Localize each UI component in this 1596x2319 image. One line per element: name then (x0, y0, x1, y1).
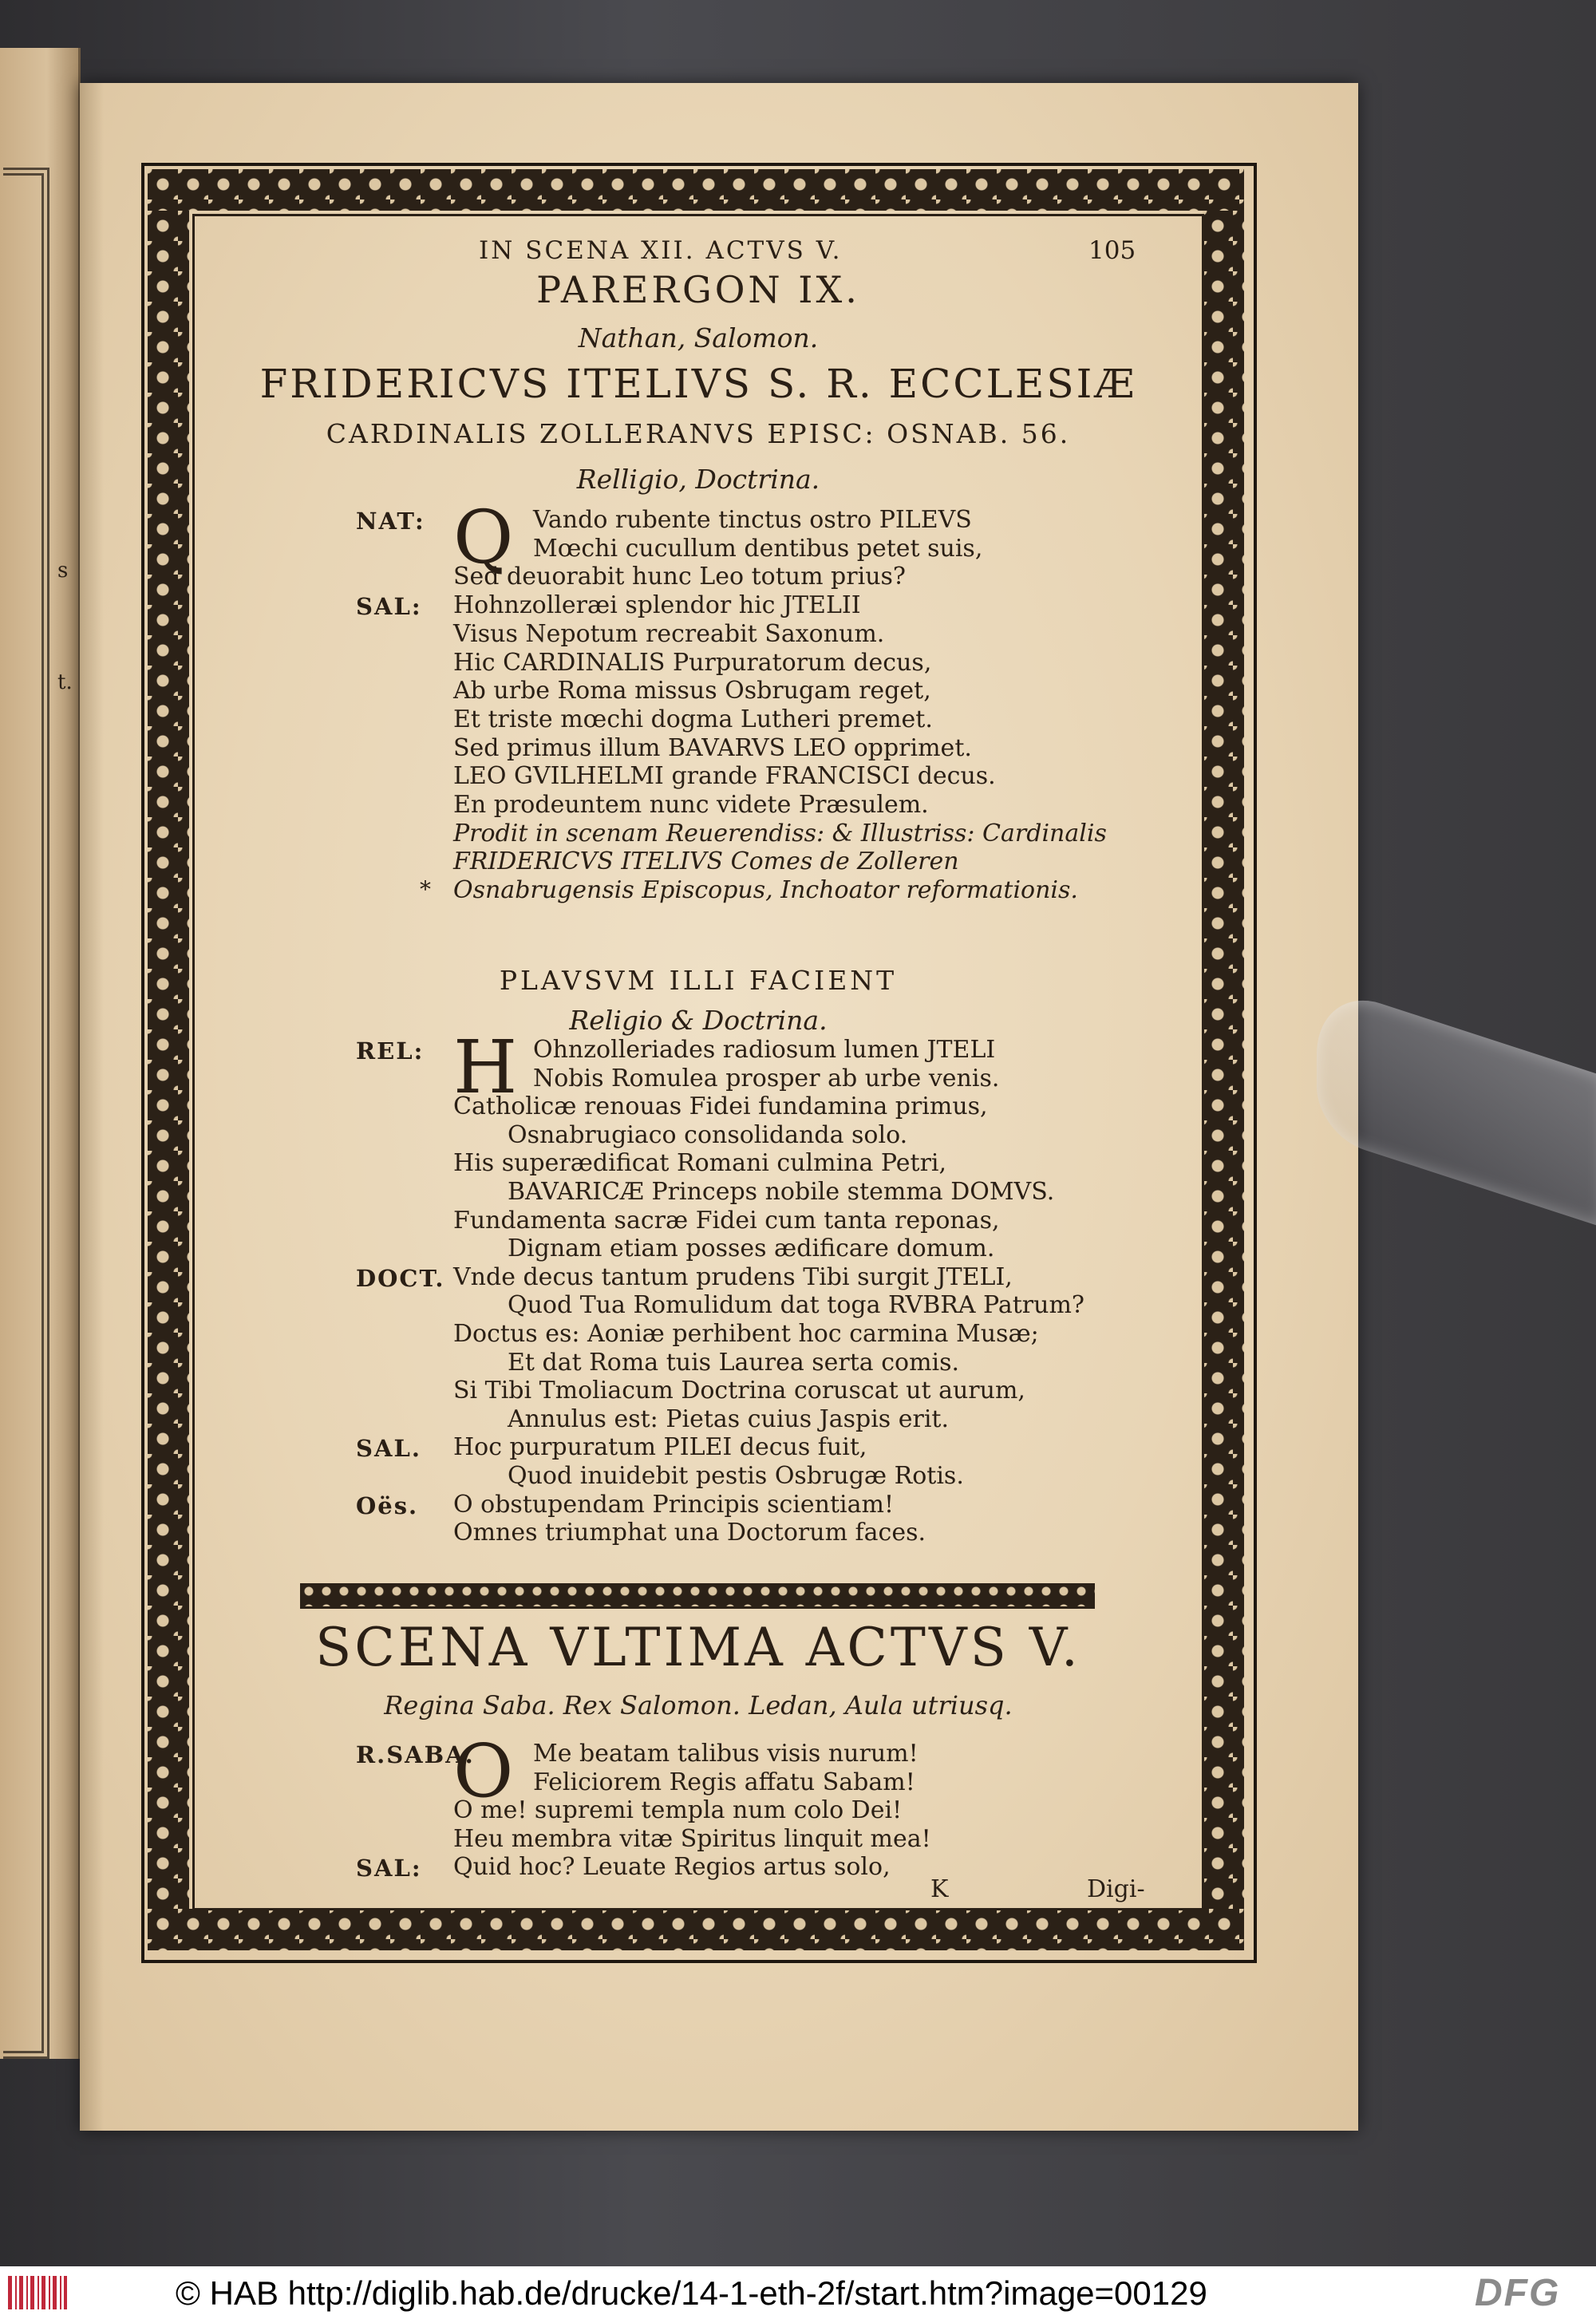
plausum-heading: PLAVSVM ILLI FACIENT (499, 965, 898, 996)
ornament-band-left (148, 211, 189, 1909)
verse-line: Nobis Romulea prosper ab urbe venis. (533, 1064, 1000, 1092)
drop-capital: Q (453, 495, 514, 580)
verse-line: His superædificat Romani culmina Petri, (453, 1149, 947, 1178)
copyright-url: © HAB http://diglib.hab.de/drucke/14-1-eth-2f/start.htm?image=00129 (176, 2274, 1207, 2312)
running-title: IN SCENA XII. ACTVS V. (479, 236, 843, 265)
verse-line: Vando rubente tinctus ostro PILEVS (533, 506, 972, 534)
speaker-label: SAL. (356, 1435, 421, 1463)
verse-line: Et dat Roma tuis Laurea serta comis. (508, 1348, 960, 1377)
verse-line: Ohnzolleriades radiosum lumen JTELI (533, 1036, 996, 1064)
verse-line: Vnde decus tantum prudens Tibi surgit JTELI, (453, 1262, 1013, 1291)
ornament-band-bottom (148, 1909, 1244, 1950)
verse-line: Quod Tua Romulidum dat toga RVBRA Patrum? (508, 1291, 1085, 1320)
verse-line: Si Tibi Tmoliacum Doctrina coruscat ut aurum, (453, 1377, 1025, 1405)
speaker-label: REL: (356, 1037, 425, 1065)
verse-line: Heu membra vitæ Spiritus linquit mea! (453, 1824, 931, 1853)
verse-line: Quod inuidebit pestis Osbrugæ Rotis. (508, 1462, 964, 1490)
cardinal-title-heading: CARDINALIS ZOLLERANVS EPISC: OSNAB. 56. (326, 418, 1071, 449)
parergon-title: PARERGON IX. (536, 268, 860, 311)
verse-line: Prodit in scenam Reuerendiss: & Illustriss: Cardinalis (453, 819, 1107, 847)
asterisk-mark: * (420, 876, 431, 903)
verse-line: Me beatam talibus visis nurum! (533, 1740, 918, 1768)
scena-persons: Regina Saba. Rex Salomon. Ledan, Aula utriusq. (384, 1690, 1013, 1720)
verse-line: Quid hoc? Leuate Regios artus solo, (453, 1853, 891, 1881)
speaker-label: NAT: (356, 508, 425, 535)
facing-page-mark: t. (57, 670, 73, 694)
book-page (80, 83, 1358, 2131)
verse-line: Hoc purpuratum PILEI decus fuit, (453, 1433, 867, 1462)
verse-line: Dignam etiam posses ædificare domum. (508, 1235, 995, 1263)
verse-line: BAVARICÆ Princeps nobile stemma DOMVS. (508, 1178, 1055, 1206)
page-number: 105 (1088, 236, 1136, 265)
verse-line: LEO GVILHELMI grande FRANCISCI decus. (453, 762, 996, 791)
dfg-logo: DFG (1475, 2272, 1561, 2314)
verse-line: Visus Nepotum recreabit Saxonum. (453, 619, 885, 648)
verse-line: Sed primus illum BAVARVS LEO opprimet. (453, 733, 972, 762)
drop-capital: H (453, 1025, 518, 1110)
verse-line: Osnabrugensis Episcopus, Inchoator reformationis. (453, 876, 1078, 905)
verse-line: FRIDERICVS ITELIVS Comes de Zolleren (453, 847, 959, 876)
verse-line: Omnes triumphat una Doctorum faces. (453, 1519, 926, 1547)
verse-line: Doctus es: Aoniæ perhibent hoc carmina Musæ; (453, 1320, 1039, 1348)
verse-line: O obstupendam Principis scientiam! (453, 1490, 894, 1519)
parergon-persons: Nathan, Salomon. (578, 322, 819, 354)
footer-bar (0, 2266, 1596, 2319)
verse-line: Osnabrugiaco consolidanda solo. (508, 1120, 908, 1149)
verse-line: Catholicæ renouas Fidei fundamina primus, (453, 1092, 988, 1121)
cardinal-name-heading: FRIDERICVS ITELIVS S. R. ECCLESIÆ (259, 361, 1137, 407)
verse-line: En prodeuntem nunc videte Præsulem. (453, 791, 929, 819)
ornamental-divider (300, 1583, 1095, 1609)
verse-line: Annulus est: Pietas cuius Jaspis erit. (508, 1404, 950, 1433)
ornament-band-top (148, 169, 1244, 211)
verse-line: Hohnzolleræi splendor hic JTELII (453, 591, 861, 620)
scena-title: SCENA VLTIMA ACTVS V. (315, 1617, 1081, 1678)
drop-capital: O (453, 1728, 514, 1814)
signature-mark: K (930, 1875, 949, 1903)
verse-line: Feliciorem Regis affatu Sabam! (533, 1768, 915, 1796)
speaker-label: DOCT. (356, 1264, 445, 1292)
facing-page-edge (0, 48, 81, 2059)
barcode-logo-icon (8, 2276, 67, 2309)
facing-page-border (3, 168, 49, 2059)
verse-line: Mœchi cucullum dentibus petet suis, (533, 534, 983, 563)
plausum-topic: Religio & Doctrina. (569, 1005, 828, 1036)
catchword: Digi- (1087, 1875, 1145, 1903)
speaker-label: R.SABA. (356, 1741, 475, 1768)
verse-line: Et triste mœchi dogma Lutheri premet. (453, 705, 933, 733)
facing-page-mark: s (57, 559, 69, 583)
parergon-topic: Relligio, Doctrina. (576, 464, 820, 495)
verse-line: O me! supremi templa num colo Dei! (453, 1796, 903, 1824)
verse-line: Hic CARDINALIS Purpuratorum decus, (453, 648, 932, 677)
verse-line: Fundamenta sacræ Fidei cum tanta reponas, (453, 1206, 1000, 1235)
ornament-band-right (1203, 211, 1244, 1909)
verse-line: Sed deuorabit hunc Leo totum prius? (453, 563, 906, 591)
speaker-label: SAL: (356, 1855, 422, 1882)
speaker-label: Oës. (356, 1491, 419, 1519)
speaker-label: SAL: (356, 593, 422, 621)
verse-line: Ab urbe Roma missus Osbrugam reget, (453, 677, 931, 705)
